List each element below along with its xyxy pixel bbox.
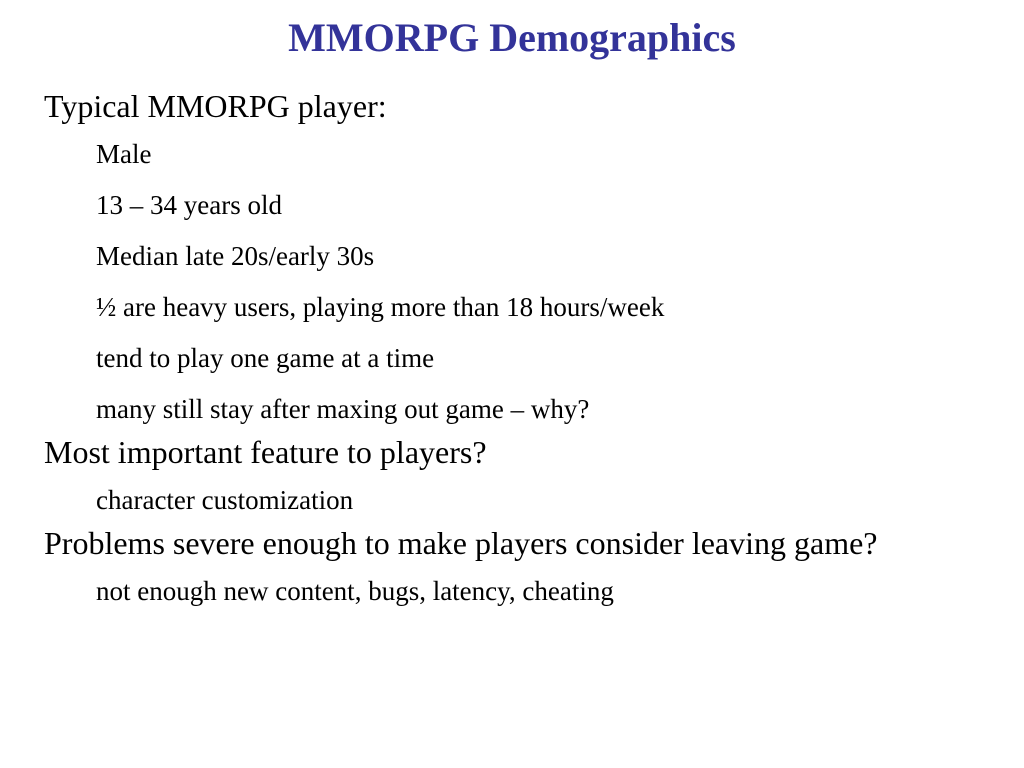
bullet-problems-list: not enough new content, bugs, latency, cheating — [96, 576, 614, 606]
slide-body — [44, 86, 1004, 626]
section-heading-important-feature: Most important feature to players? — [44, 434, 487, 470]
bullet-heavy-users: ½ are heavy users, playing more than 18 hours/week — [96, 292, 665, 322]
slide-title: MMORPG Demographics — [288, 15, 736, 60]
bullet-age-range: 13 – 34 years old — [96, 190, 282, 220]
section-heading-typical-player: Typical MMORPG player: — [44, 88, 387, 124]
section-heading-problems: Problems severe enough to make players consider leaving game? — [44, 525, 878, 561]
bullet-one-game: tend to play one game at a time — [96, 343, 435, 373]
bullet-stay-after-maxing: many still stay after maxing out game – why? — [96, 394, 590, 424]
bullet-character-customization: character customization — [96, 485, 354, 515]
bullet-median-age: Median late 20s/early 30s — [96, 241, 375, 271]
bullet-male: Male — [96, 139, 152, 169]
